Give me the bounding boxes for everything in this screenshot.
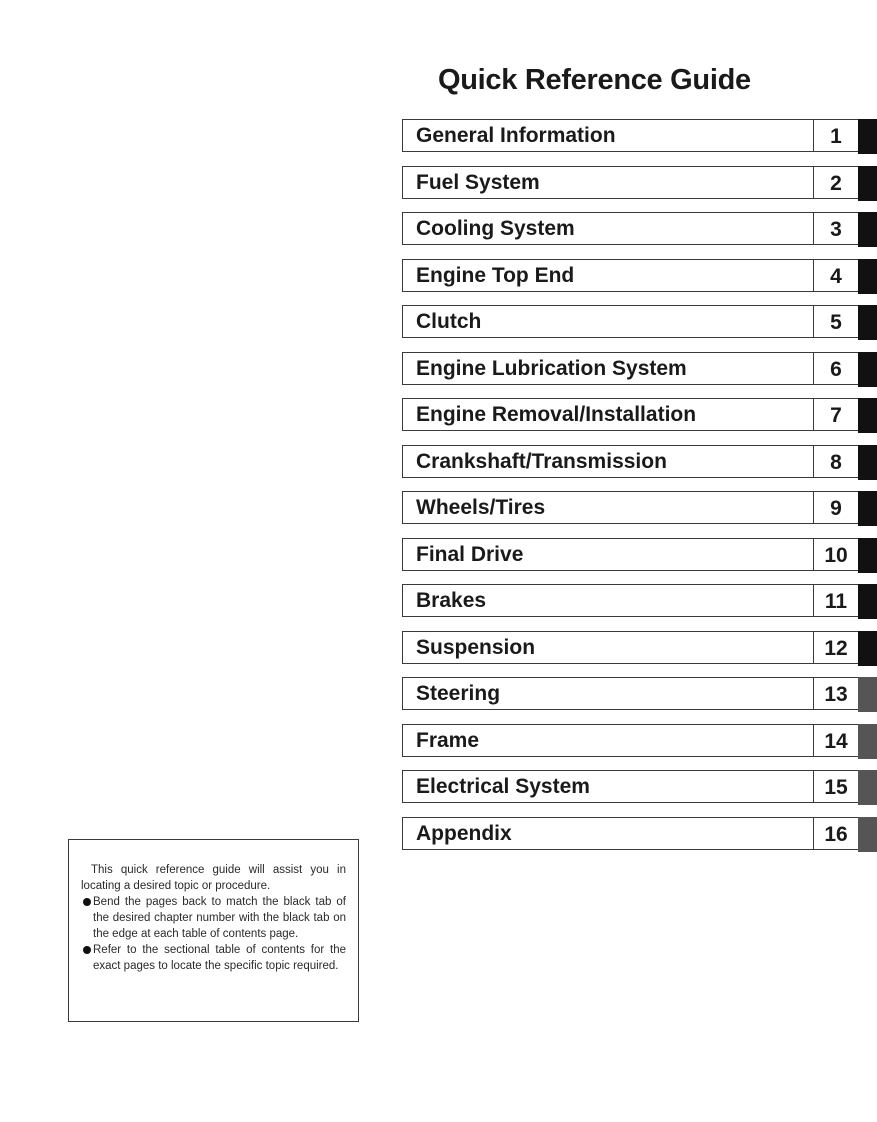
- chapter-row-6[interactable]: [402, 352, 877, 387]
- chapter-row-7[interactable]: [402, 398, 877, 433]
- chapter-box: [402, 677, 814, 710]
- chapter-label: Brakes: [416, 589, 487, 612]
- chapter-row-4[interactable]: [402, 259, 877, 294]
- chapter-number-box: [814, 119, 858, 152]
- chapter-number-box: [814, 770, 858, 803]
- black-tab: [858, 491, 877, 526]
- chapter-label: Wheels/Tires: [416, 496, 546, 519]
- page-title: Quick Reference Guide: [438, 64, 751, 96]
- chapter-box: [402, 724, 814, 757]
- black-tab: [858, 677, 877, 712]
- chapter-number: 11: [824, 590, 848, 613]
- chapter-label: Clutch: [416, 310, 482, 333]
- bullet-icon: [83, 946, 91, 954]
- black-tab: [858, 817, 877, 852]
- chapter-number: 6: [830, 357, 842, 381]
- chapter-box: [402, 584, 814, 617]
- chapter-box: [402, 119, 814, 152]
- chapter-row-3[interactable]: [402, 212, 877, 247]
- chapter-number: 15: [824, 776, 848, 799]
- chapter-number: 3: [830, 218, 842, 241]
- guide-instructions-box: [68, 839, 359, 1022]
- chapter-row-12[interactable]: [402, 631, 877, 666]
- chapter-label: Fuel System: [416, 170, 540, 194]
- chapter-box: [402, 212, 814, 245]
- chapter-number-box: [814, 724, 858, 757]
- chapter-number-box: [814, 538, 858, 571]
- black-tab: [858, 538, 877, 573]
- chapter-number-box: [814, 491, 858, 524]
- chapter-number-box: [814, 817, 858, 850]
- chapter-number: 7: [830, 404, 842, 427]
- chapter-box: [402, 491, 814, 524]
- chapter-label: Suspension: [416, 635, 536, 659]
- chapter-box: [402, 259, 814, 292]
- chapter-label: Cooling System: [416, 217, 575, 240]
- chapter-label: Frame: [416, 728, 480, 752]
- chapter-row-13[interactable]: [402, 677, 877, 712]
- chapter-number-box: [814, 677, 858, 710]
- chapter-row-5[interactable]: [402, 305, 877, 340]
- chapter-number-box: [814, 212, 858, 245]
- chapter-label: Electrical System: [416, 775, 590, 798]
- chapter-box: [402, 445, 814, 478]
- chapter-number: 1: [830, 125, 842, 148]
- chapter-row-11[interactable]: [402, 584, 877, 619]
- chapter-row-9[interactable]: [402, 491, 877, 526]
- chapter-row-10[interactable]: [402, 538, 877, 573]
- chapter-number: 14: [824, 729, 848, 753]
- chapter-number: 13: [824, 683, 848, 706]
- chapter-row-2[interactable]: [402, 166, 877, 201]
- chapter-number: 8: [830, 450, 842, 474]
- chapter-number: 10: [824, 543, 848, 567]
- chapter-box: [402, 166, 814, 199]
- chapter-number: 9: [830, 497, 842, 520]
- black-tab: [858, 119, 877, 154]
- black-tab: [858, 724, 877, 759]
- chapter-label: Engine Lubrication System: [416, 356, 687, 380]
- chapter-row-8[interactable]: [402, 445, 877, 480]
- chapter-label: General Information: [416, 124, 616, 147]
- chapter-label: Crankshaft/Transmission: [416, 449, 667, 473]
- black-tab: [858, 584, 877, 619]
- black-tab: [858, 166, 877, 201]
- chapter-label: Appendix: [416, 821, 512, 845]
- chapter-box: [402, 770, 814, 803]
- chapter-number: 12: [824, 636, 848, 660]
- instruction-text: Refer to the sectional table of contents for the exact pages to locate the specific topic required.: [93, 944, 346, 972]
- chapter-box: [402, 538, 814, 571]
- chapter-number: 16: [824, 822, 848, 846]
- chapter-number: 2: [830, 171, 842, 195]
- black-tab: [858, 770, 877, 805]
- chapter-number-box: [814, 305, 858, 338]
- black-tab: [858, 398, 877, 433]
- chapter-row-14[interactable]: [402, 724, 877, 759]
- chapter-box: [402, 631, 814, 664]
- instruction-item: [81, 894, 346, 942]
- chapter-label: Engine Top End: [416, 263, 575, 287]
- black-tab: [858, 212, 877, 247]
- chapter-number-box: [814, 445, 858, 478]
- chapter-index: [402, 119, 877, 863]
- chapter-box: [402, 352, 814, 385]
- chapter-number-box: [814, 584, 858, 617]
- chapter-box: [402, 398, 814, 431]
- black-tab: [858, 305, 877, 340]
- instruction-item: [81, 942, 346, 974]
- chapter-number-box: [814, 259, 858, 292]
- instruction-text: Bend the pages back to match the black tab of the desired chapter number with the black tab on the edge at each table of contents page.: [93, 896, 346, 940]
- chapter-row-1[interactable]: [402, 119, 877, 154]
- chapter-number-box: [814, 166, 858, 199]
- chapter-label: Engine Removal/Installation: [416, 403, 697, 426]
- chapter-row-15[interactable]: [402, 770, 877, 805]
- chapter-label: Steering: [416, 682, 501, 705]
- chapter-number-box: [814, 631, 858, 664]
- chapter-number-box: [814, 352, 858, 385]
- black-tab: [858, 352, 877, 387]
- chapter-box: [402, 817, 814, 850]
- chapter-number: 4: [830, 264, 842, 288]
- chapter-label: Final Drive: [416, 542, 524, 566]
- black-tab: [858, 631, 877, 666]
- black-tab: [858, 445, 877, 480]
- bullet-icon: [83, 898, 91, 906]
- chapter-box: [402, 305, 814, 338]
- chapter-row-16[interactable]: [402, 817, 877, 852]
- black-tab: [858, 259, 877, 294]
- instructions-intro: This quick reference guide will assist you in locating a desired topic or procedure.: [81, 864, 346, 892]
- chapter-number: 5: [830, 311, 842, 334]
- chapter-number-box: [814, 398, 858, 431]
